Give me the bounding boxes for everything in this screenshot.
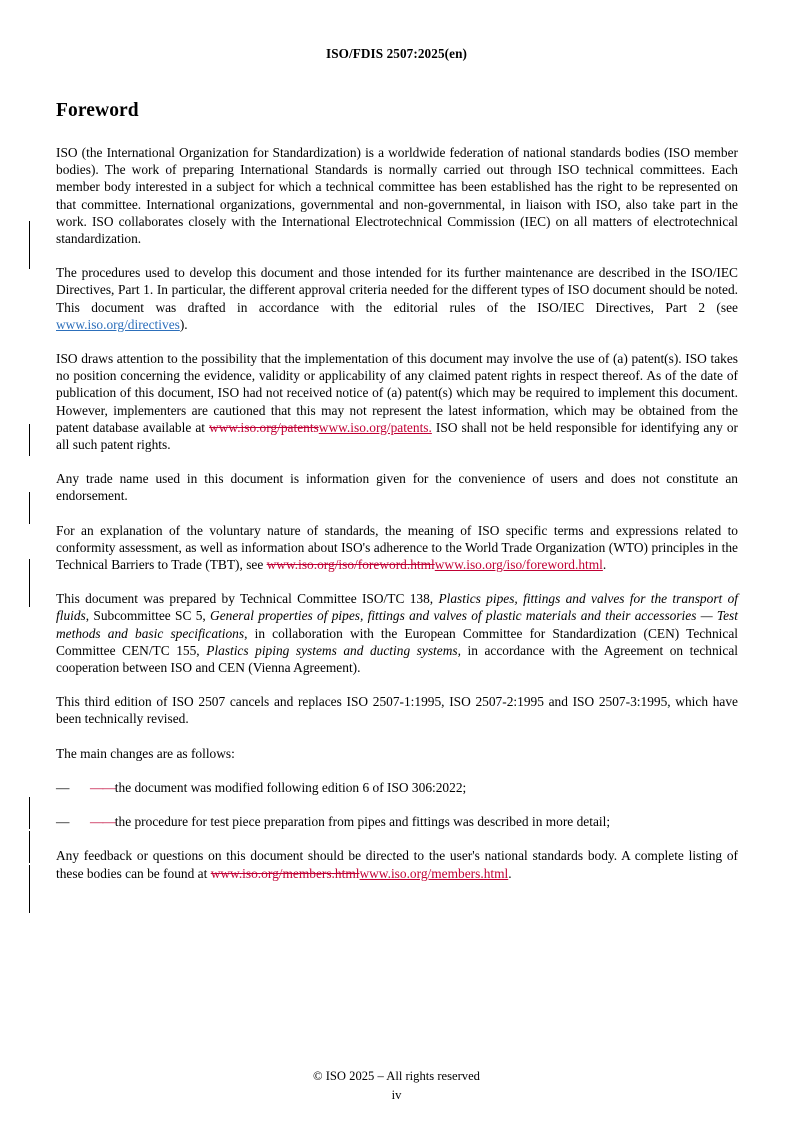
committee-seg-1: This document was prepared by Technical Committee ISO/TC 138, — [56, 591, 439, 607]
paragraph-trade-name: Any trade name used in this document is information given for the convenience of users and does not constitute an endorsement. — [56, 471, 738, 504]
paragraph-procedures-tail: ). — [179, 316, 188, 332]
footer-copyright: © ISO 2025 – All rights reserved — [313, 1069, 480, 1083]
deleted-link-members: www.iso.org/members.html — [210, 865, 360, 881]
paragraph-patents-text: ISO draws attention to the possibility that the implementation of this document may involve the use of (a) patent(s). ISO takes no position concerning the evidence, validity or applicability of any claimed patent rights in respect thereof. As of the date of publication of this document, ISO had not received notice of (a) patent(s) which may be required to implement this document. However, implementers are cautioned that this may not represent the latest information, which may be obtained from the patent database available at — [56, 351, 738, 435]
link-iso-directives[interactable]: www.iso.org/directives — [56, 316, 180, 332]
committee-title-sc5: General properties of pipes, fittings and valves of plastic materials and their accessories — Test methods and basic specifications — [56, 608, 738, 641]
deleted-link-patents: www.iso.org/patents — [209, 419, 319, 435]
inserted-dash-icon: —— — [90, 779, 115, 795]
change-bar — [29, 559, 30, 607]
change-bar — [29, 221, 30, 269]
paragraph-third-edition: This third edition of ISO 2507 cancels and replaces ISO 2507-1:1995, ISO 2507-2:1995 and ISO 2507-3:1995, which have been technically revised. — [56, 694, 738, 727]
inserted-link-patents[interactable]: www.iso.org/patents. — [318, 419, 432, 435]
list-item-text: the procedure for test piece preparation from pipes and fittings was described in more detail; — [114, 814, 611, 830]
committee-seg-3: , in collaboration with the European Committee for Standardization (CEN) Technical Committee CEN/TC 155, — [56, 625, 738, 658]
paragraph-committee — [56, 590, 738, 676]
paragraph-procedures-text: The procedures used to develop this document and those intended for its further maintenance are described in the ISO/IEC Directives, Part 1. In particular, the different approval criteria needed for the different types of ISO document should be noted. This document was drafted in accordance with the editorial rules of the ISO/IEC Directives, Part 2 (see — [56, 265, 738, 315]
paragraph-voluntary-nature — [56, 522, 738, 574]
change-bar — [29, 424, 30, 456]
change-bar — [29, 492, 30, 524]
change-bar — [29, 797, 30, 829]
inserted-link-foreword[interactable]: www.iso.org/iso/foreword.html — [434, 557, 603, 573]
paragraph-patents-tail: ISO shall not be held responsible for identifying any or all such patent rights. — [56, 419, 738, 453]
page-content — [56, 100, 738, 882]
paragraph-iso-description: ISO (the International Organization for Standardization) is a worldwide federation of national standards bodies (ISO member bodies). The work of preparing International Standards is normally carried out through ISO technical committees. Each member body interested in a subject for which a technical committee has been established has the right to be represented on that committee. International organizations, governmental and non-governmental, in liaison with ISO, also take part in the work. ISO collaborates closely with the International Electrotechnical Commission (IEC) on all matters of electrotechnical standardization. — [56, 145, 738, 247]
committee-title-tc138: Plastics pipes, fittings and valves for the transport of fluids — [56, 591, 738, 624]
list-item — [56, 779, 738, 796]
list-dash-icon: — — [56, 779, 70, 795]
committee-title-cen155: Plastics piping systems and ducting systems, — [206, 642, 461, 658]
paragraph-feedback — [56, 847, 738, 881]
paragraph-procedures — [56, 264, 738, 333]
committee-seg-4: in accordance with the Agreement on technical cooperation between ISO and CEN (Vienna Agreement). — [56, 642, 738, 676]
paragraph-main-changes-intro: The main changes are as follows: — [56, 745, 235, 761]
inserted-dash-icon: —— — [90, 814, 115, 830]
paragraph-feedback-text: Any feedback or questions on this document should be directed to the user's national standards body. A complete listing of these bodies can be found at — [56, 848, 738, 881]
change-bar — [29, 865, 30, 913]
deleted-link-foreword: www.iso.org/iso/foreword.html — [266, 557, 435, 573]
list-dash-icon: — — [56, 814, 70, 830]
committee-seg-2: , Subcommittee SC 5, — [85, 608, 211, 624]
footer-page-number: iv — [391, 1088, 402, 1102]
page-title: Foreword — [56, 100, 139, 121]
change-bar — [29, 831, 30, 863]
paragraph-feedback-tail: . — [508, 865, 512, 881]
inserted-link-members[interactable]: www.iso.org/members.html — [359, 865, 509, 881]
list-item — [56, 813, 738, 830]
paragraph-patents — [56, 350, 738, 453]
list-item-text: the document was modified following edition 6 of ISO 306:2022; — [114, 779, 467, 795]
paragraph-voluntary-text: For an explanation of the voluntary nature of standards, the meaning of ISO specific terms and expressions related to conformity assessment, as well as information about ISO's adherence to the World Trade Organization (WTO) principles in the Technical Barriers to Trade (TBT), see — [56, 522, 738, 573]
paragraph-voluntary-tail: . — [602, 557, 607, 573]
running-head: ISO/FDIS 2507:2025(en) — [325, 46, 468, 61]
